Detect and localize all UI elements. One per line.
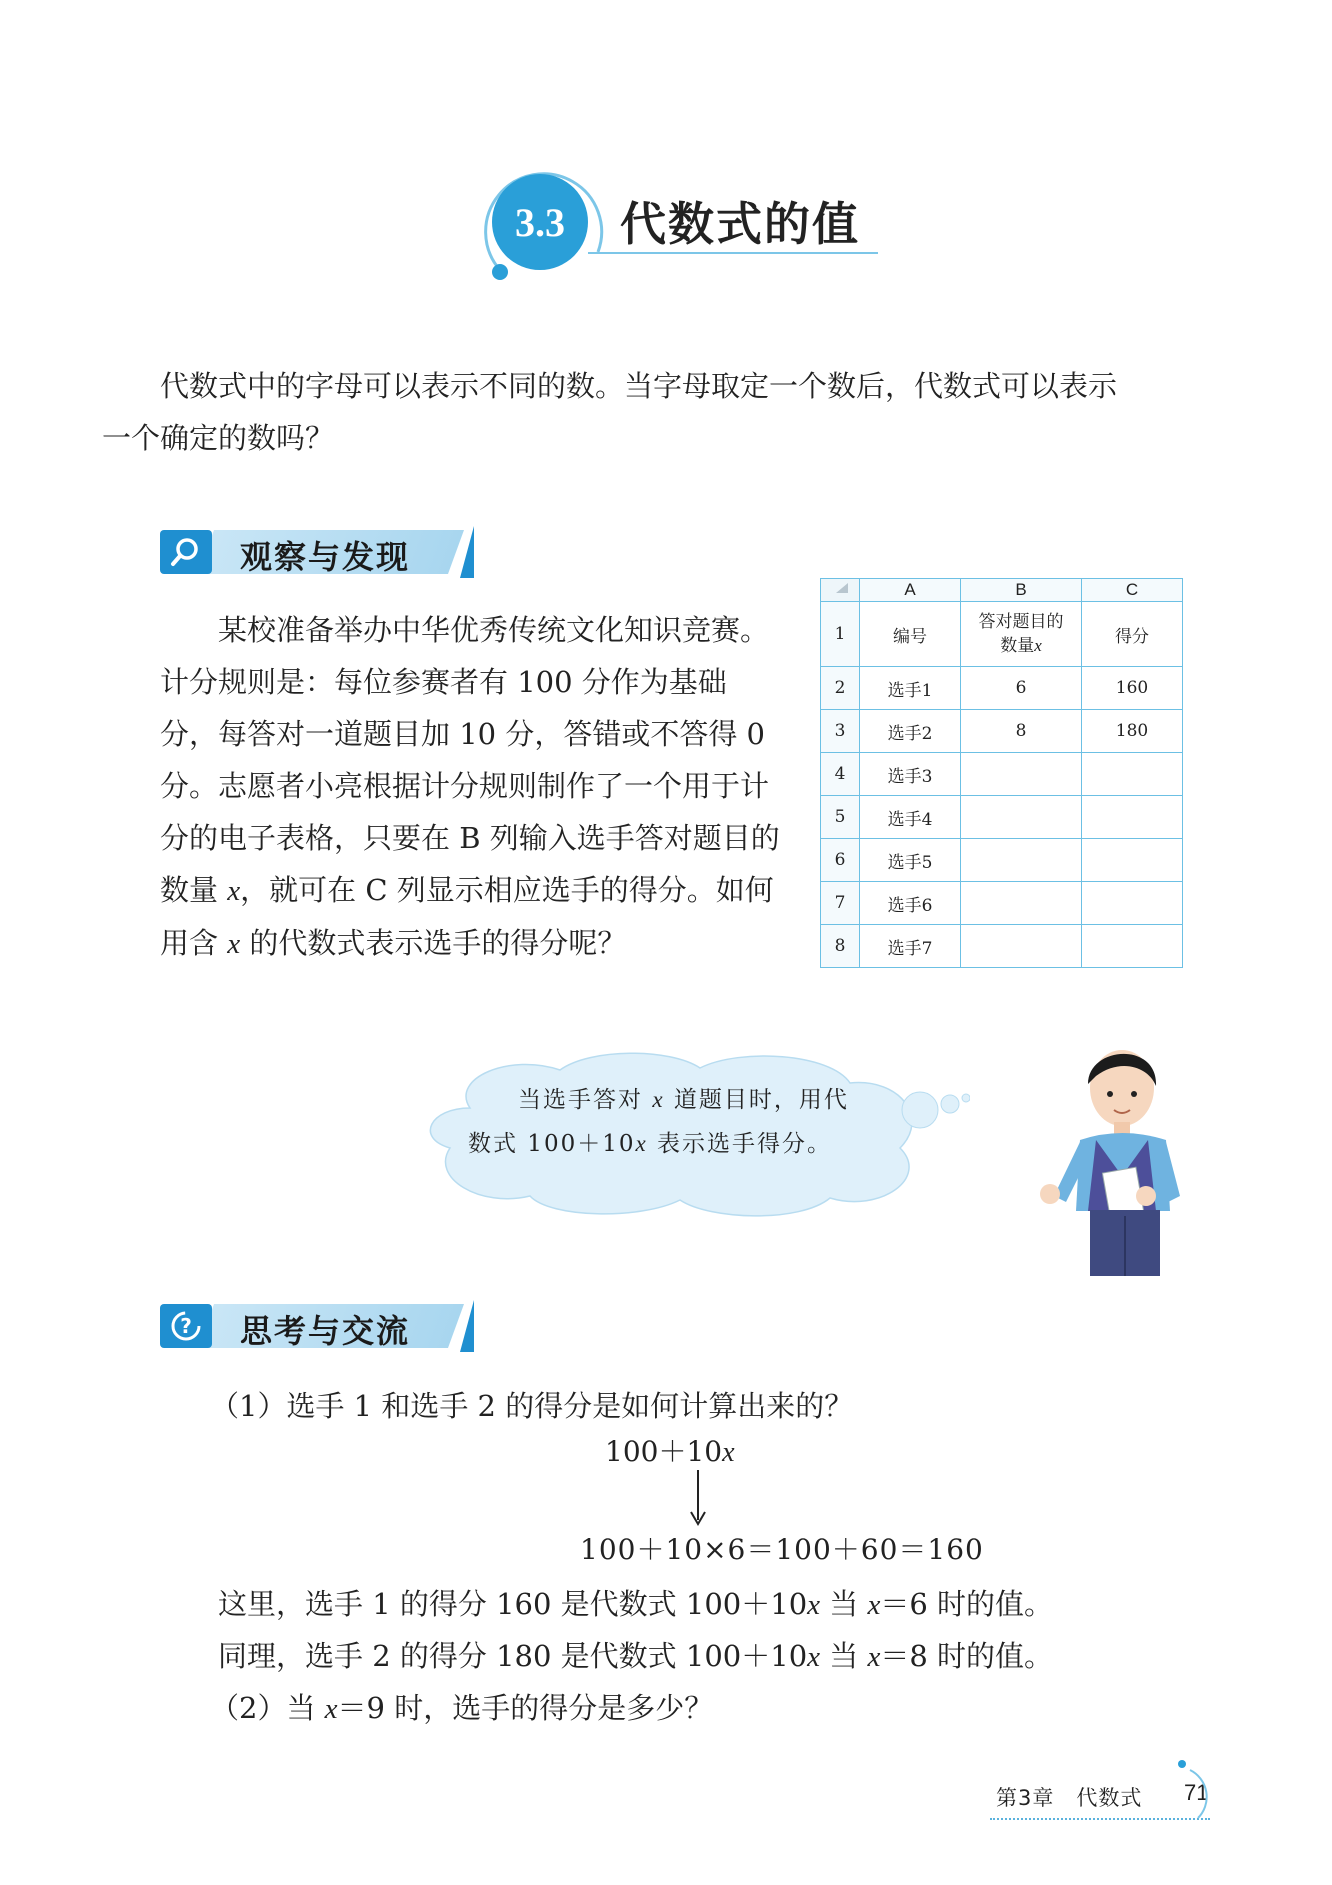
question-2 xyxy=(210,1682,713,1735)
row-number: 8 xyxy=(821,925,860,968)
header-count-line2: 数量 xyxy=(1000,636,1035,656)
sheet-corner xyxy=(821,579,860,602)
explanation-1a: 这里，选手 1 的得分 160 是代数式 100＋10 xyxy=(218,1587,808,1621)
score-spreadsheet xyxy=(820,578,1183,968)
footer-page-arc xyxy=(1170,1756,1220,1826)
formula-var-x: x xyxy=(722,1437,735,1468)
row-number: 6 xyxy=(821,839,860,882)
header-count-line1: 答对题目的 xyxy=(978,612,1064,632)
explanation-1-var: x xyxy=(807,1589,821,1621)
question-cycle-icon xyxy=(160,1304,212,1348)
corner-triangle-icon xyxy=(830,581,850,595)
explanation-1c: ＝6 时的值。 xyxy=(880,1587,1054,1621)
row-number: 4 xyxy=(821,753,860,796)
question-2-var: x xyxy=(324,1693,338,1725)
row-number: 3 xyxy=(821,710,860,753)
cell-score: 180 xyxy=(1082,710,1183,753)
cell-count xyxy=(961,753,1082,796)
formula-evaluation: 100＋10×6＝100＋60＝160 xyxy=(580,1533,984,1566)
section-title: 代数式的值 xyxy=(620,197,860,251)
question-2b: ＝9 时，选手的得分是多少？ xyxy=(337,1691,714,1725)
row-number: 1 xyxy=(821,602,860,667)
cell-count xyxy=(961,925,1082,968)
explanation-2-var2: x xyxy=(867,1641,881,1673)
cell-id: 选手2 xyxy=(860,710,961,753)
observe-paragraph xyxy=(160,604,784,970)
intro-paragraph: 代数式中的字母可以表示不同的数。当字母取定一个数后，代数式可以表示一个确定的数吗？ xyxy=(102,369,1118,455)
cell-id: 选手4 xyxy=(860,796,961,839)
student-illustration xyxy=(1030,1036,1190,1276)
question-1: （1）选手 1 和选手 2 的得分是如何计算出来的？ xyxy=(210,1389,854,1423)
observe-text-2: ，就可在 C 列显示相应选手的得分。如何用含 xyxy=(160,873,774,960)
row-number: 7 xyxy=(821,882,860,925)
explanation-1-var2: x xyxy=(867,1589,881,1621)
formula-expression-text: 100＋10 xyxy=(605,1435,723,1468)
row-number: 2 xyxy=(821,667,860,710)
cell-count: 8 xyxy=(961,710,1082,753)
cloud-text-1: 当选手答对 xyxy=(518,1087,643,1113)
cloud-text-2: 道题目时，用代数式 100＋10 xyxy=(468,1087,849,1157)
cell-score xyxy=(1082,753,1183,796)
header-cell-id: 编号 xyxy=(860,602,961,667)
explanation-2a: 同理，选手 2 的得分 180 是代数式 100＋10 xyxy=(218,1639,808,1673)
col-header-a: A xyxy=(860,579,961,602)
cell-count: 6 xyxy=(961,667,1082,710)
cell-score xyxy=(1082,882,1183,925)
page-number: 71 xyxy=(1184,1780,1209,1805)
explanation-2-var: x xyxy=(807,1641,821,1673)
cell-score xyxy=(1082,925,1183,968)
formula-expression xyxy=(605,1430,735,1470)
cloud-var-x2: x xyxy=(635,1131,648,1156)
observe-tag xyxy=(160,526,520,578)
cell-id: 选手7 xyxy=(860,925,961,968)
explanation-2c: ＝8 时的值。 xyxy=(880,1639,1054,1673)
col-header-c: C xyxy=(1082,579,1183,602)
col-header-b: B xyxy=(961,579,1082,602)
cell-id: 选手3 xyxy=(860,753,961,796)
think-tag-label: 思考与交流 xyxy=(240,1312,411,1350)
question-2a: （2）当 xyxy=(210,1691,325,1725)
cell-score xyxy=(1082,796,1183,839)
svg-text:?: ? xyxy=(180,1314,192,1338)
header-count-var: x xyxy=(1034,636,1042,655)
row-number: 5 xyxy=(821,796,860,839)
observe-text-1: 某校准备举办中华优秀传统文化知识竞赛。计分规则是：每位参赛者有 100 分作为基础分，每答对一道题目加 10 分，答错或不答得 0 分。志愿者小亮根据计分规则制作了一个用于计分的电子表格，只要在 B 列输入选手答对题目的数量 xyxy=(160,613,780,907)
explanation-1b: 当 xyxy=(820,1587,868,1621)
observe-var-x2: x xyxy=(227,928,241,960)
explanation-line-2 xyxy=(218,1630,1053,1683)
tag-accent xyxy=(460,1300,474,1352)
explanation-2b: 当 xyxy=(820,1639,868,1673)
cell-id: 选手5 xyxy=(860,839,961,882)
header-cell-score: 得分 xyxy=(1082,602,1183,667)
cloud-text-3: 表示选手得分。 xyxy=(657,1131,833,1157)
cell-count xyxy=(961,882,1082,925)
thought-cloud xyxy=(410,1048,970,1218)
cell-score xyxy=(1082,839,1183,882)
cell-id: 选手1 xyxy=(860,667,961,710)
observe-text-3: 的代数式表示选手的得分呢？ xyxy=(249,926,627,960)
section-title-underline xyxy=(588,252,878,254)
section-number: 3.3 xyxy=(492,174,588,270)
section-header xyxy=(470,160,880,290)
explanation-line-1 xyxy=(218,1578,1053,1631)
cloud-text xyxy=(468,1078,868,1166)
down-arrow-icon xyxy=(688,1470,708,1526)
think-tag xyxy=(160,1300,520,1352)
cell-count xyxy=(961,839,1082,882)
cell-count xyxy=(961,796,1082,839)
cell-id: 选手6 xyxy=(860,882,961,925)
footer-chapter: 第3章 代数式 xyxy=(996,1786,1143,1810)
magnifier-icon xyxy=(160,530,212,574)
observe-var-x: x xyxy=(227,875,241,907)
cell-score: 160 xyxy=(1082,667,1183,710)
header-cell-count xyxy=(961,602,1082,667)
cloud-var-x: x xyxy=(652,1087,665,1112)
tag-accent xyxy=(460,526,474,578)
observe-tag-label: 观察与发现 xyxy=(240,538,411,576)
